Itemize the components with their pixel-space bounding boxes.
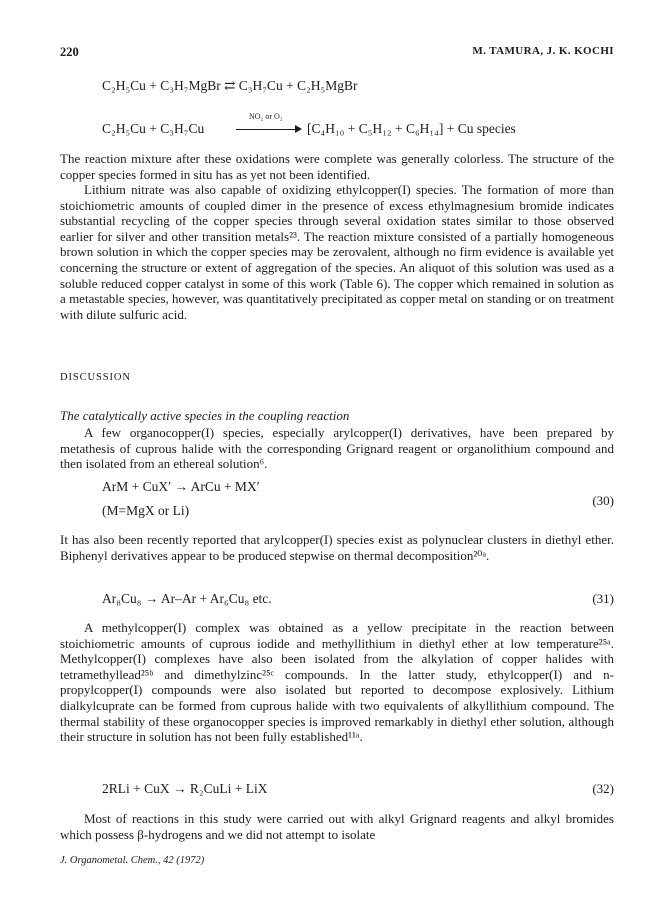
equation-32: 2RLi + CuX → R₂CuLi + LiX: [102, 781, 268, 796]
equation-number-31: (31): [592, 591, 614, 606]
paragraph-arylcopper-clusters: It has also been recently reported that arylcopper(I) species exist as polynuclear clusters in diethyl ether. Biphenyl derivatives appear to be produced stepwise on thermal decomposition²⁰ᵃ.: [60, 532, 614, 563]
equation-exchange: C₂H₅Cu + C₃H₇MgBr ⇄ C₃H₇Cu + C₂H₅MgBr: [102, 78, 358, 93]
reaction-arrow-head: [295, 125, 302, 133]
equation-oxidation-right: [C₄H₁₀ + C₅H₁₂ + C₆H₁₄] + Cu species: [307, 121, 516, 136]
equation-number-32: (32): [592, 781, 614, 796]
equation-oxidation-left: C₂H₅Cu + C₃H₇Cu: [102, 121, 205, 136]
paragraph-reaction-mixture: The reaction mixture after these oxidations were complete was generally colorless. The structure of the copper species formed in situ has as yet not been identified.: [60, 151, 614, 182]
reaction-arrow-shaft: [236, 129, 298, 130]
journal-footer: J. Organometal. Chem., 42 (1972): [60, 855, 205, 866]
equation-31: Ar₈Cu₈ → Ar–Ar + Ar₆Cu₈ etc.: [102, 591, 272, 606]
page-number: 220: [60, 45, 79, 59]
paragraph-lithium-nitrate: Lithium nitrate was also capable of oxidizing ethylcopper(I) species. The formation of more than stoichiometric amounts of coupled dimer in the presence of excess ethylmagnesium bromide indicates substantial recycling of the copper species through several oxidation states similar to those observed earlier for silver and other transition metals²³. The reaction mixture consisted of a partially homogeneous brown solution in which the copper species may be zerovalent, although no firm evidence is available yet concerning the structure or extent of aggregation of the species. An aliquot of this solution was used as a soluble reduced copper catalyst in some of this work (Table 6). The copper which remained in solution as a metastable species, however, was quantitatively precipitated as copper metal on standing or on treatment with dilute sulfuric acid.: [60, 182, 614, 322]
subsection-heading: The catalytically active species in the coupling reaction: [60, 408, 350, 423]
paragraph-grignard-reagents: Most of reactions in this study were carried out with alkyl Grignard reagents and alkyl bromides which possess β-hydrogens and we did not attempt to isolate: [60, 811, 614, 842]
equation-30-line2: (M=MgX or Li): [102, 503, 190, 518]
running-header: [60, 45, 614, 61]
author-line: M. TAMURA, J. K. KOCHI: [472, 45, 614, 57]
equation-30-line1: ArM + CuX′ → ArCu + MX′: [102, 479, 260, 494]
paragraph-organocopper-species: A few organocopper(I) species, especially arylcopper(I) derivatives, have been prepared by metathesis of cuprous halide with the corresponding Grignard reagent or organolithium compound and then isolated from an ethereal solution⁶.: [60, 425, 614, 472]
arrow-condition: NO₂ or O₂: [249, 112, 283, 121]
equation-number-30: (30): [592, 493, 614, 508]
paragraph-methylcopper: A methylcopper(I) complex was obtained as a yellow precipitate in the reaction between stoichiometric amounts of cuprous iodide and methyllithium in diethyl ether at low temperature²⁵ᵃ. Methylcopper(I) complexes have also been isolated from the alkylation of copper halides with tetramethyllead²⁵ᵇ and dimethylzinc²⁵ᶜ compounds. In the latter study, ethylcopper(I) and n-propylcopper(I) compounds were also isolated but reported to decompose explosively. Lithium dialkylcuprate can be formed from cuprous halide with two equivalents of alkyllithium compound. The thermal stability of these organocopper species is improved remarkably in diethyl ether solution, although their structure in solution has not been fully established¹¹ᵃ.: [60, 620, 614, 745]
section-heading: DISCUSSION: [60, 372, 131, 383]
